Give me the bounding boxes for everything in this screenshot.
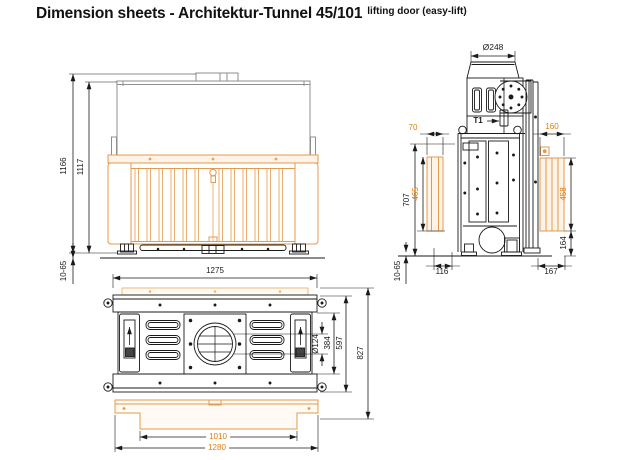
dim-side-floor-gap: 10-65 bbox=[393, 260, 402, 282]
dim-plan-total-depth: 827 bbox=[356, 346, 365, 360]
dim-side-right-leg-offset: 167 bbox=[544, 267, 558, 276]
plan-view bbox=[104, 274, 374, 452]
dim-side-left-leg-offset: 116 bbox=[435, 267, 449, 276]
dim-side-base-height: 164 bbox=[559, 236, 568, 250]
dim-plan-plate-inner-width: 1010 bbox=[206, 433, 230, 441]
dim-plan-inner-depth: 384 bbox=[323, 336, 332, 350]
dim-plan-air-diameter: Ø124 bbox=[311, 334, 320, 354]
dim-front-total-height: 1166 bbox=[59, 157, 68, 175]
dim-side-right-frame-depth: 160 bbox=[545, 122, 559, 131]
dim-side-left-frame-depth: 70 bbox=[408, 123, 418, 132]
label-t1: T1 bbox=[473, 116, 483, 125]
dim-side-left-frame-height: 465 bbox=[411, 187, 420, 201]
dim-side-flue-diameter: Ø248 bbox=[482, 41, 504, 52]
dim-side-right-frame-height: 458 bbox=[559, 187, 568, 201]
dim-front-body-height: 1117 bbox=[76, 158, 85, 176]
dim-plan-plate-width: 1280 bbox=[205, 444, 229, 452]
dim-front-floor-gap: 10-65 bbox=[59, 260, 68, 282]
title-main: Dimension sheets - Architektur-Tunnel 45/101 bbox=[36, 5, 363, 22]
title-qualifier: lifting door (easy-lift) bbox=[367, 6, 467, 17]
dim-plan-body-width: 1275 bbox=[206, 266, 224, 275]
dim-side-left-height: 707 bbox=[402, 193, 411, 207]
side-view bbox=[398, 51, 576, 284]
front-view bbox=[69, 73, 325, 284]
dim-plan-body-depth: 597 bbox=[335, 336, 344, 350]
